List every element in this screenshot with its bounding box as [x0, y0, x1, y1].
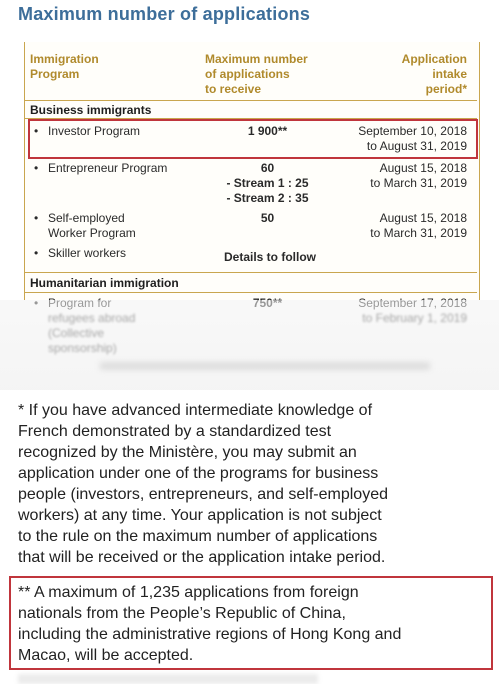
period-line: to March 31, 2019 — [370, 226, 467, 240]
max-value — [210, 124, 325, 139]
max-line: 1 900** — [247, 124, 288, 138]
header-program — [30, 52, 99, 82]
section-business: Business immigrants — [30, 103, 152, 117]
note-line: ** A maximum of 1,235 applications from foreign — [18, 584, 359, 601]
period-line: August 15, 2018 — [379, 161, 467, 175]
section-humanitarian: Humanitarian immigration — [30, 276, 179, 290]
intake-period — [358, 124, 467, 154]
note-line: recognized by the Ministère, you may submit an — [18, 444, 357, 461]
section-divider — [25, 272, 477, 273]
header-period-line: period* — [425, 82, 467, 96]
header-period — [402, 52, 467, 97]
header-program-line: Program — [30, 67, 80, 81]
header-max-line: of applications — [205, 67, 290, 81]
note-line: people (investors, entrepreneurs, and self-employed — [18, 486, 388, 503]
note-line: to the rule on the maximum number of applications — [18, 528, 378, 545]
program-line: • Self-employed — [48, 211, 125, 225]
bottom-cut-text — [18, 674, 318, 684]
header-max-line: Maximum number — [205, 52, 308, 66]
max-line: - Stream 2 : 35 — [226, 191, 309, 205]
program-line: • Entrepreneur Program — [48, 161, 168, 175]
program-name — [48, 246, 126, 261]
header-program-line: Immigration — [30, 52, 99, 66]
max-line: 50 — [260, 211, 275, 225]
header-divider — [25, 100, 477, 101]
note-line: application under one of the programs for business — [18, 465, 379, 482]
program-name — [48, 211, 136, 241]
program-line: Worker Program — [48, 226, 136, 240]
page-title: Maximum number of applications — [18, 4, 311, 24]
program-line: • Skiller workers — [48, 246, 127, 260]
max-line: - Stream 1 : 25 — [226, 176, 309, 190]
band-blur — [100, 362, 430, 370]
header-max — [205, 52, 308, 97]
section-divider — [25, 292, 477, 293]
header-period-line: Application — [401, 52, 467, 66]
period-line: August 15, 2018 — [379, 211, 467, 225]
max-value — [210, 211, 325, 226]
program-line: • Investor Program — [48, 124, 141, 138]
period-line: September 10, 2018 — [358, 124, 467, 138]
gray-band — [0, 300, 499, 390]
max-line: Details to follow — [223, 250, 316, 264]
note-line: workers) at any time. Your application is not subject — [18, 507, 382, 524]
intake-period — [370, 161, 467, 191]
note-line: nationals from the People’s Republic of China, — [18, 605, 346, 622]
note-line: including the administrative regions of Hong Kong and — [18, 626, 402, 643]
note-line: that will be received or the application intake period. — [18, 549, 386, 566]
note-line: Macao, will be accepted. — [18, 647, 194, 664]
program-name — [48, 161, 167, 176]
note-line: * If you have advanced intermediate knowledge of — [18, 402, 373, 419]
note-line: French demonstrated by a standardized test — [18, 423, 332, 440]
program-name — [48, 124, 140, 139]
period-line: to August 31, 2019 — [366, 139, 467, 153]
intake-period — [370, 211, 467, 241]
max-value — [210, 161, 325, 206]
max-value — [200, 250, 340, 265]
max-line: 60 — [260, 161, 275, 175]
period-line: to March 31, 2019 — [370, 176, 467, 190]
header-max-line: to receive — [205, 82, 262, 96]
header-period-line: intake — [432, 67, 467, 81]
